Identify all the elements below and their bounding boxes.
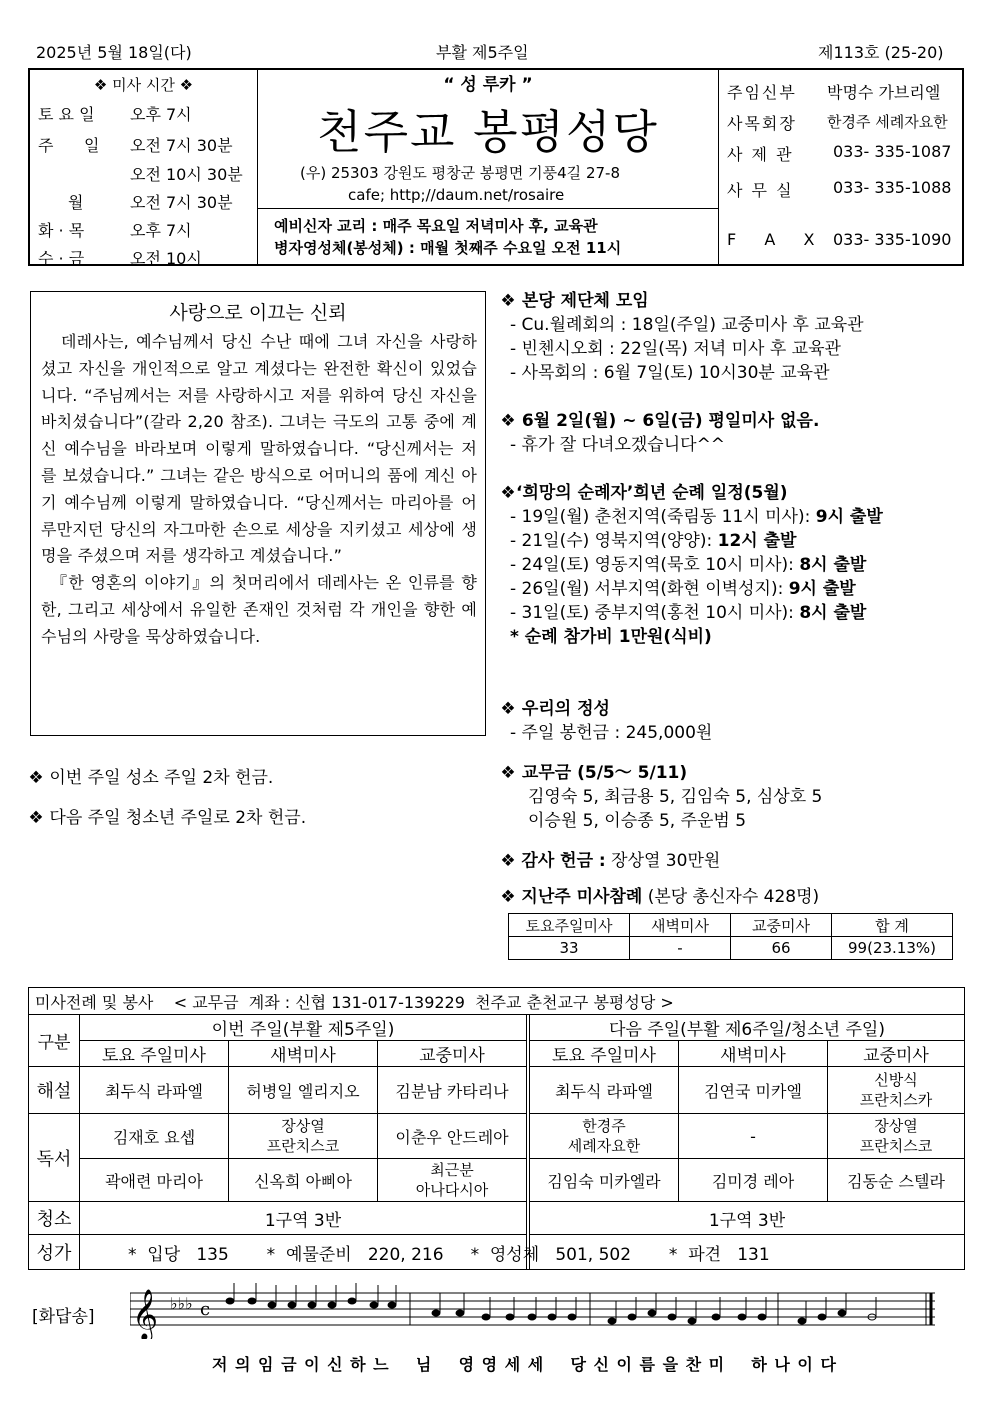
note-head xyxy=(226,1298,234,1304)
attendance-table xyxy=(508,913,953,960)
note-head xyxy=(838,1310,846,1316)
group-item: - 빈첸시오회 : 22일(목) 저녁 미사 후 교육관 xyxy=(510,339,841,359)
sick-communion-notice: 병자영성체(봉성체) : 매월 첫째주 수요일 오전 11시 xyxy=(274,239,622,257)
mass-time: 오후 7시 xyxy=(130,105,192,124)
parish-subtitle: “ 성 루카 ” xyxy=(443,75,533,95)
notice-text: 이번 주일 성소 주일 2차 헌금. xyxy=(49,768,274,788)
notice-item xyxy=(28,803,306,828)
table-cell: 1구역 3반 xyxy=(80,1202,527,1235)
table-cell: 허병일 엘리지오 xyxy=(229,1067,378,1114)
pilgrimage-departure: 9시 출발 xyxy=(815,507,883,527)
row-label: 청소 xyxy=(29,1202,80,1235)
diamond-icon: ❖ xyxy=(500,887,516,907)
no-mass-text: 6월 2일(월) ~ 6일(금) 평일미사 없음. xyxy=(521,411,820,431)
table-row xyxy=(29,1015,965,1041)
table-header: 합 계 xyxy=(832,914,953,937)
table-cell: 김연국 미카엘 xyxy=(679,1067,828,1114)
staff-role: 사 제 관 xyxy=(727,145,794,164)
table-cell: 김분남 카타리나 xyxy=(378,1067,527,1114)
note-head xyxy=(248,1298,256,1304)
table-cell: - xyxy=(679,1114,828,1159)
table-cell: 장상열 프란치스코 xyxy=(828,1114,965,1159)
table-cell: 곽애련 마리아 xyxy=(80,1159,229,1202)
note-head xyxy=(668,1314,676,1320)
mass-times-panel xyxy=(30,70,258,268)
note-head xyxy=(758,1314,766,1320)
table-cell: 장상열 프란치스코 xyxy=(229,1114,378,1159)
diamond-icon: ❖ xyxy=(500,851,516,871)
table-row xyxy=(29,1041,965,1067)
note-head xyxy=(648,1310,656,1316)
mass-time: 오전 10시 30분 xyxy=(130,165,243,184)
pilgrimage-text: - 26일(월) 서부지역(화현 이벽성지): xyxy=(510,579,789,599)
reflection-paragraph: 『한 영혼의 이야기』의 첫머리에서 데레사는 온 인류를 향한, 그리고 세상에서 유일한 존재인 것처럼 각 개인을 향한 예수님의 사랑을 묵상하였습니다. xyxy=(41,573,477,646)
diamond-icon: ❖ xyxy=(500,763,516,783)
catechism-notice: 예비신자 교리 : 매주 목요일 저녁미사 후, 교육관 xyxy=(274,217,598,235)
table-header: 토요주일미사 xyxy=(509,914,630,937)
note-head xyxy=(328,1302,336,1308)
groups-title xyxy=(500,286,649,311)
note-head xyxy=(348,1298,356,1304)
thanks-line xyxy=(500,846,720,871)
table-row xyxy=(29,1202,965,1235)
this-week-header: 이번 주일(부활 제5주일) xyxy=(80,1015,527,1041)
hymn-numbers: * 입당 135 * 예물준비 220, 216 * 영성체 501, 502 * 파견 131 xyxy=(80,1235,965,1270)
notice-text: 다음 주일 청소년 주일로 2차 헌금. xyxy=(49,808,307,828)
no-mass-sub: - 휴가 잘 다녀오겠습니다^^ xyxy=(510,435,726,455)
bulletin-date: 2025년 5월 18일(다) xyxy=(36,43,192,62)
notice-box xyxy=(258,208,718,266)
svg-text:c: c xyxy=(200,1299,211,1320)
offering-title xyxy=(500,694,610,719)
note-head xyxy=(712,1314,720,1320)
diamond-icon: ❖ xyxy=(179,76,194,94)
pilgrimage-item xyxy=(510,526,796,551)
pilgrimage-text: - 19일(월) 춘천지역(죽림동 11시 미사): xyxy=(510,507,816,527)
note-head xyxy=(308,1302,316,1308)
mass-time: 오전 7시 30분 xyxy=(130,193,233,212)
pilgrimage-title xyxy=(500,478,788,503)
reflection-body xyxy=(31,325,485,651)
table-cell: 김동순 스텔라 xyxy=(828,1159,965,1202)
note-head xyxy=(548,1314,556,1320)
offering-title-text: 우리의 정성 xyxy=(521,699,610,719)
staff-value: 033- 335-1090 xyxy=(833,230,952,249)
pilgrimage-title-text: ‘희망의 순례자’희년 순례 일정(5월) xyxy=(516,483,788,503)
pilgrimage-fee: * 순례 참가비 1만원(식비) xyxy=(510,627,712,647)
attendance-title-text: 지난주 미사참례 xyxy=(521,887,643,907)
note-head xyxy=(370,1302,378,1308)
table-row xyxy=(29,1114,965,1159)
mass-time: 오전 10시 xyxy=(130,249,202,268)
dues-title xyxy=(500,758,687,783)
note-head xyxy=(506,1314,514,1320)
liturgical-week: 부활 제5주일 xyxy=(436,43,529,62)
table-header: 구분 xyxy=(29,1015,80,1067)
note-head xyxy=(288,1302,296,1308)
thanks-value: 장상열 30만원 xyxy=(611,851,721,871)
pilgrimage-item xyxy=(510,550,866,575)
mass-type: 교중미사 xyxy=(828,1041,965,1067)
table-cell: 신방식 프란치스카 xyxy=(828,1067,965,1114)
table-header: 교중미사 xyxy=(731,914,832,937)
group-item: - 사목회의 : 6월 7일(토) 10시30분 교육관 xyxy=(510,363,830,383)
staff-role: 주임신부 xyxy=(727,83,797,102)
table-row xyxy=(29,1067,965,1114)
note-head xyxy=(738,1314,746,1320)
note-head xyxy=(628,1314,636,1320)
mass-type: 토요 주일미사 xyxy=(80,1041,229,1067)
table-cell: 한경주 세례자요한 xyxy=(530,1114,679,1159)
table-row xyxy=(29,1159,965,1202)
pilgrimage-text: - 31일(토) 중부지역(홍천 10시 미사): xyxy=(510,603,800,623)
mass-type: 새벽미사 xyxy=(679,1041,828,1067)
reflection-paragraph: 데레사는, 예수님께서 당신 수난 때에 그녀 자신을 사랑하셨고 자신을 개인적으로 알고 계셨다는 완전한 확신이 있었습니다. “주님께서는 저를 사랑하시고 저를 위하여 당신 자신을 바치셨습니다”(갈라 2,20 참조). 그녀는 극도의 고통 중에 계신 예수님을 바라보며 이렇게 말하였습니다. “당신께서는 저를 보셨습니다.” 그녀는 같은 방식으로 어머니의 품에 계신 아기 예수님께 이렇게 말하였습니다. “당신께서는 마리아를 어루만지던 당신의 자그마한 손으로 세상을 지키셨고 세상에 생명을 주셨으며 저를 생각하고 계셨습니다.” xyxy=(41,332,477,566)
mass-day: 토 요 일 xyxy=(38,105,95,124)
next-week-header: 다음 주일(부활 제6주일/청소년 주일) xyxy=(530,1015,965,1041)
reflection-title: 사랑으로 이끄는 신뢰 xyxy=(169,302,347,324)
attendance-title xyxy=(500,882,819,907)
group-item: - Cu.월례회의 : 18일(주일) 교중미사 후 교육관 xyxy=(510,315,864,335)
liturgy-header: 미사전례 및 봉사 < 교무금 계좌 : 신협 131-017-139229 천주교 춘천교구 봉평성당 > xyxy=(29,988,965,1015)
note-head xyxy=(818,1314,826,1320)
pilgrimage-text: - 24일(토) 영동지역(묵호 10시 미사): xyxy=(510,555,800,575)
note-head xyxy=(268,1302,276,1308)
pilgrimage-text: - 21일(수) 영북지역(양양): xyxy=(510,531,718,551)
staff-value: 033- 335-1087 xyxy=(833,142,952,161)
staff-role: 사 무 실 xyxy=(727,181,794,200)
notice-item xyxy=(28,763,273,788)
table-cell: 김재호 요셉 xyxy=(80,1114,229,1159)
table-cell: 최근분 아나다시아 xyxy=(378,1159,527,1202)
diamond-icon: ❖ xyxy=(93,76,108,94)
diamond-icon: ❖ xyxy=(500,483,516,503)
pilgrimage-departure: 8시 출발 xyxy=(799,603,867,623)
table-row xyxy=(29,1235,965,1270)
liturgy-table xyxy=(28,987,965,1270)
table-cell: 김임숙 미카엘라 xyxy=(530,1159,679,1202)
table-header: 새벽미사 xyxy=(630,914,731,937)
dues-line: 김영숙 5, 최금용 5, 김임숙 5, 심상호 5 xyxy=(528,787,823,807)
mass-times-title: 미사 시간 xyxy=(112,76,175,94)
table-row xyxy=(29,988,965,1015)
note-head xyxy=(688,1318,696,1324)
pilgrimage-departure: 8시 출발 xyxy=(799,555,867,575)
diamond-icon: ❖ xyxy=(500,291,516,311)
dues-line: 이승원 5, 이승종 5, 주운범 5 xyxy=(528,811,747,831)
parish-title-panel xyxy=(258,70,718,208)
staff-panel xyxy=(718,70,964,264)
staff-value: 한경주 세례자요한 xyxy=(827,113,948,131)
note-head xyxy=(528,1314,536,1320)
issue-number: 제113호 (25-20) xyxy=(818,43,944,62)
mass-day: 월 xyxy=(68,193,84,212)
dues-title-text: 교무금 (5/5～ 5/11) xyxy=(521,763,688,783)
parish-address: (우) 25303 강원도 평창군 봉평면 기풍4길 27-8 xyxy=(300,164,620,182)
offering-line: - 주일 봉헌금 : 245,000원 xyxy=(510,723,713,743)
mass-day: 주 일 xyxy=(38,136,100,155)
note-head xyxy=(388,1302,396,1308)
note-head xyxy=(568,1314,576,1320)
table-cell: 99(23.13%) xyxy=(832,937,953,960)
note-head xyxy=(798,1318,806,1324)
reflection-box xyxy=(30,291,486,736)
table-cell: 이춘우 안드레아 xyxy=(378,1114,527,1159)
table-cell: 33 xyxy=(509,937,630,960)
mass-day: 화 · 목 xyxy=(38,221,85,240)
note-head xyxy=(482,1314,490,1320)
staff-role: 사목회장 xyxy=(727,114,797,133)
svg-text:𝄞: 𝄞 xyxy=(132,1289,159,1339)
row-label: 해설 xyxy=(29,1067,80,1114)
no-mass-title xyxy=(500,406,819,431)
pilgrimage-item xyxy=(510,574,856,599)
parish-cafe: cafe; http;//daum.net/rosaire xyxy=(348,186,565,204)
thanks-label: 감사 헌금 : xyxy=(521,851,606,871)
note-head xyxy=(456,1310,464,1316)
groups-title-text: 본당 제단체 모임 xyxy=(521,291,649,311)
staff-role: F A X xyxy=(727,230,821,249)
table-cell: 김미경 레아 xyxy=(679,1159,828,1202)
mass-type: 새벽미사 xyxy=(229,1041,378,1067)
mass-day: 수 · 금 xyxy=(38,249,85,268)
psalm-lyrics: 저 의 임 금 이 신 하 느 님 영 영 세 세 당 신 이 름 을 찬 미 하 나 이 다 xyxy=(212,1355,837,1374)
note-head xyxy=(608,1318,616,1324)
diamond-icon: ❖ xyxy=(28,808,44,828)
pilgrimage-item xyxy=(510,502,883,527)
pilgrimage-item xyxy=(510,598,866,623)
table-cell: 최두식 라파엘 xyxy=(80,1067,229,1114)
mass-type: 토요 주일미사 xyxy=(530,1041,679,1067)
mass-time: 오전 7시 30분 xyxy=(130,136,233,155)
staff-value: 박명수 가브리엘 xyxy=(827,83,941,102)
table-cell: 1구역 3반 xyxy=(530,1202,965,1235)
table-cell: - xyxy=(630,937,731,960)
row-label: 독서 xyxy=(29,1114,80,1202)
table-cell: 66 xyxy=(731,937,832,960)
table-row xyxy=(509,937,953,960)
header-box xyxy=(28,68,964,266)
note-head xyxy=(432,1310,440,1316)
pilgrimage-departure: 12시 출발 xyxy=(717,531,797,551)
diamond-icon: ❖ xyxy=(500,411,516,431)
svg-text:♭♭♭: ♭♭♭ xyxy=(170,1294,193,1313)
table-cell: 최두식 라파엘 xyxy=(530,1067,679,1114)
mass-times-title-row xyxy=(30,74,257,95)
psalm-label: [화답송] xyxy=(32,1307,95,1327)
diamond-icon: ❖ xyxy=(500,699,516,719)
mass-type: 교중미사 xyxy=(378,1041,527,1067)
psalm-music-staff xyxy=(130,1283,935,1339)
attendance-note: (본당 총신자수 428명) xyxy=(647,887,820,907)
staff-value: 033- 335-1088 xyxy=(833,178,952,197)
table-row xyxy=(509,914,953,937)
row-label: 성가 xyxy=(29,1235,80,1270)
table-cell: 신옥희 아삐아 xyxy=(229,1159,378,1202)
diamond-icon: ❖ xyxy=(28,768,44,788)
pilgrimage-departure: 9시 출발 xyxy=(788,579,856,599)
parish-name: 천주교 봉평성당 xyxy=(317,105,659,159)
mass-time: 오후 7시 xyxy=(130,221,192,240)
